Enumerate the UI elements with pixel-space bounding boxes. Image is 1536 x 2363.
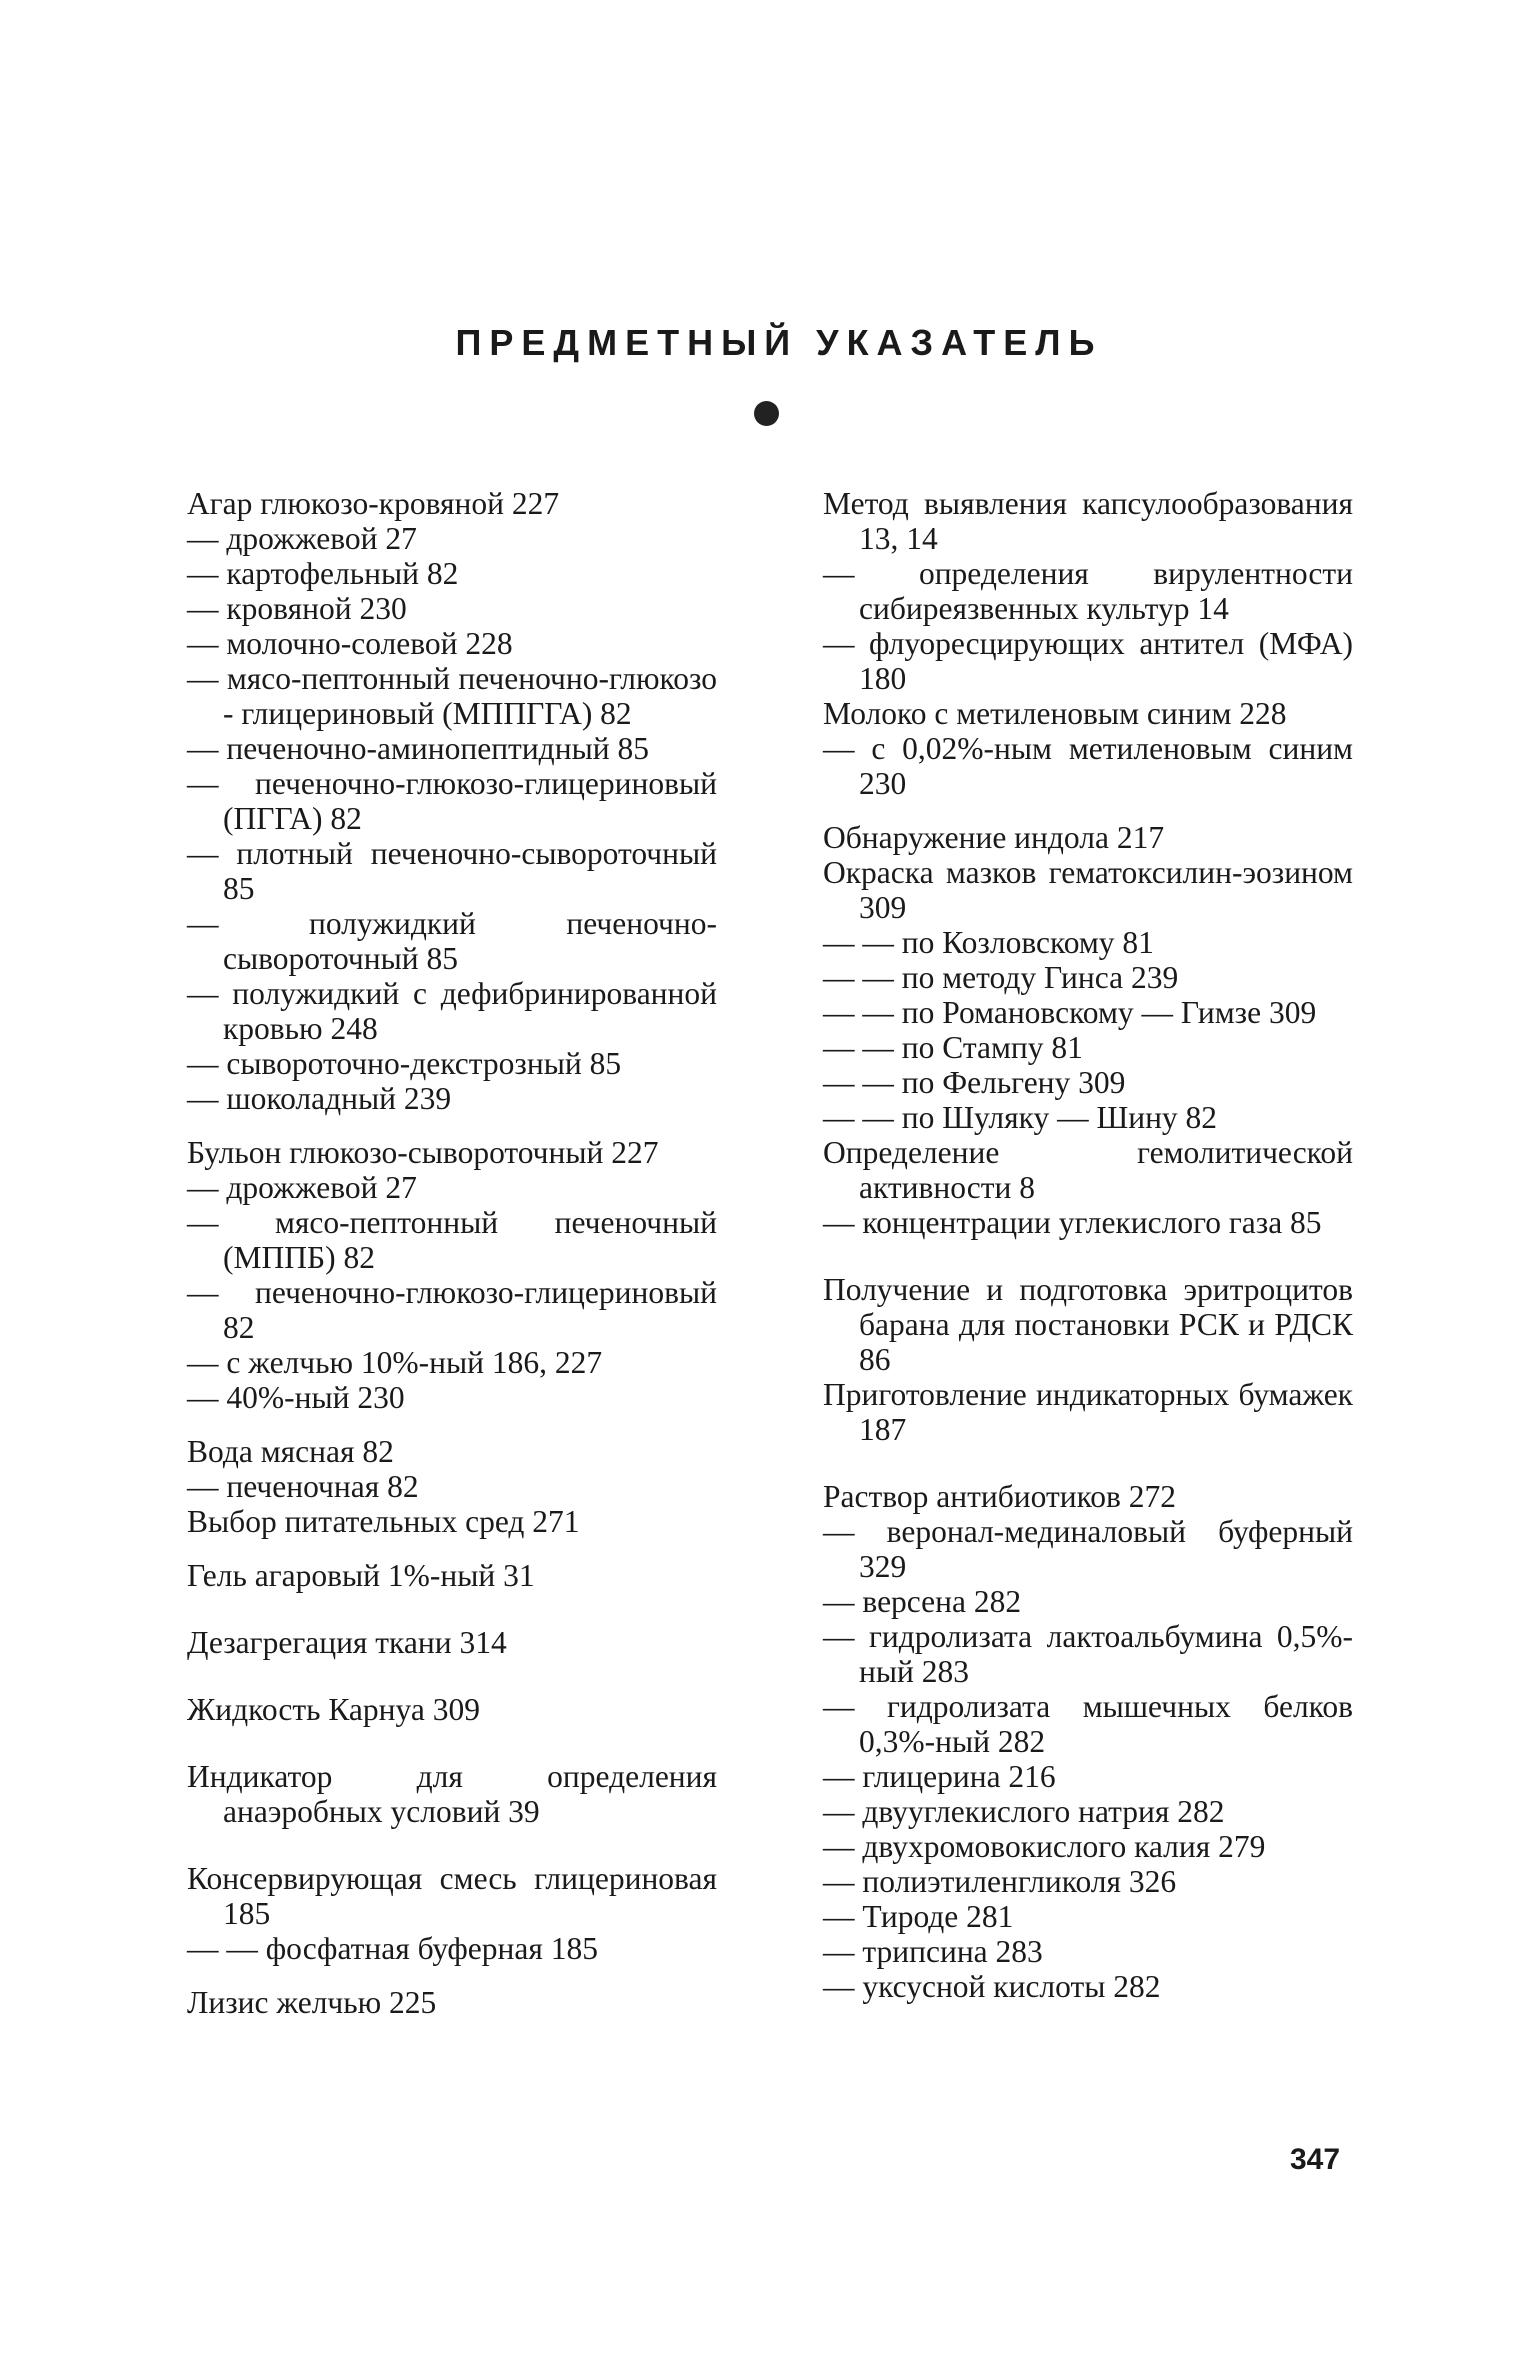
index-entry: Окраска мазков гематоксилин-эозином 309 (823, 855, 1353, 925)
index-group-g (187, 1558, 717, 1593)
index-entry: — дрожжевой 27 (187, 521, 417, 556)
ornament-dot-icon (754, 401, 779, 426)
index-entry: — — по Романовскому — Гимзе 309 (823, 995, 1317, 1030)
index-group-l (187, 1985, 717, 2020)
page-number: 347 (1290, 2143, 1341, 2176)
index-entry: Вода мясная 82 (187, 1434, 394, 1469)
index-entry: — уксусной кислоты 282 (823, 1969, 1161, 2004)
index-entry: — — по Шуляку — Шину 82 (823, 1100, 1218, 1135)
index-entry: — мясо-пептонный печеночно-глюкозо - глицериновый (МППГГА) 82 (187, 661, 717, 731)
index-entry: — гидролизата мышечных белков 0,3%-ный 282 (823, 1689, 1353, 1759)
index-entry: — молочно-солевой 228 (187, 626, 513, 661)
index-entry: Жидкость Карнуа 309 (187, 1692, 480, 1727)
index-entry: — двухромовокислого калия 279 (823, 1829, 1266, 1864)
index-group-k (187, 1861, 717, 1966)
index-entry: — — фосфатная буферная 185 (187, 1931, 598, 1966)
index-entry: — трипсина 283 (823, 1934, 1043, 1969)
index-entry: Определение гемолитической активности 8 (823, 1135, 1353, 1205)
index-entry: — с желчью 10%-ный 186, 227 (187, 1345, 603, 1380)
index-entry: — определения вирулентности сибиреязвенных культур 14 (823, 556, 1353, 626)
index-entry: — веронал-мединаловый буферный 329 (823, 1514, 1353, 1584)
index-entry: — печеночно-глюкозо-глицериновый (ПГГА) 82 (187, 766, 717, 836)
index-group-a (187, 486, 717, 1116)
index-entry: — полужидкий печеночно-сывороточный 85 (187, 906, 717, 976)
index-entry: — кровяной 230 (187, 591, 407, 626)
index-entry: Выбор питательных сред 271 (187, 1504, 580, 1539)
index-entry: Молоко с метиленовым синим 228 (823, 696, 1287, 731)
index-column-right (823, 486, 1353, 2004)
index-group-d (187, 1625, 717, 1660)
index-entry: — шоколадный 239 (187, 1081, 452, 1116)
index-entry: — полужидкий с дефибринированной кровью 248 (187, 976, 717, 1046)
index-group-b (187, 1135, 717, 1415)
index-entry: Лизис желчью 225 (187, 1985, 437, 2020)
index-group-zh (187, 1692, 717, 1727)
index-entry: — флуоресцирующих антител (МФА) 180 (823, 626, 1353, 696)
index-entry: — печеночно-аминопептидный 85 (187, 731, 649, 766)
index-group-m (823, 486, 1353, 801)
page-title: ПРЕДМЕТНЫЙ УКАЗАТЕЛЬ (455, 322, 1103, 364)
index-entry: Индикатор для определения анаэробных условий 39 (187, 1759, 717, 1829)
index-entry: Раствор антибиотиков 272 (823, 1479, 1177, 1514)
index-entry: — — по методу Гинса 239 (823, 960, 1179, 995)
index-column-left (187, 486, 717, 2020)
index-entry: — сывороточно-декстрозный 85 (187, 1046, 622, 1081)
index-entry: — мясо-пептонный печеночный (МППБ) 82 (187, 1205, 717, 1275)
index-entry: Получение и подготовка эритроцитов барана для постановки РСК и РДСК 86 (823, 1272, 1353, 1377)
index-entry: — картофельный 82 (187, 556, 459, 591)
index-entry: — с 0,02%-ным метиленовым синим 230 (823, 731, 1353, 801)
index-entry: Обнаружение индола 217 (823, 820, 1165, 855)
index-entry: — гидролизата лактоальбумина 0,5%-ный 283 (823, 1619, 1353, 1689)
index-entry: Бульон глюкозо-сывороточный 227 (187, 1135, 659, 1170)
index-entry: Консервирующая смесь глицериновая 185 (187, 1861, 717, 1931)
index-entry: — — по Фельгену 309 (823, 1065, 1126, 1100)
index-group-v (187, 1434, 717, 1539)
index-entry: Агар глюкозо-кровяной 227 (187, 486, 560, 521)
index-group-o (823, 820, 1353, 1240)
index-entry: — полиэтиленгликоля 326 (823, 1864, 1177, 1899)
index-entry: Дезагрегация ткани 314 (187, 1625, 507, 1660)
index-group-i (187, 1759, 717, 1829)
index-entry: — печеночная 82 (187, 1469, 419, 1504)
index-entry: — — по Стампу 81 (823, 1030, 1083, 1065)
index-entry: — плотный печеночно-сывороточный 85 (187, 836, 717, 906)
index-entry: — — по Козловскому 81 (823, 925, 1154, 960)
index-entry: — версена 282 (823, 1584, 1022, 1619)
index-entry: — дрожжевой 27 (187, 1170, 417, 1205)
index-entry: Метод выявления капсулообразования 13, 14 (823, 486, 1353, 556)
index-entry: — двууглекислого натрия 282 (823, 1794, 1225, 1829)
index-group-r (823, 1479, 1353, 2004)
index-entry: — печеночно-глюкозо-глицериновый 82 (187, 1275, 717, 1345)
index-entry: — глицерина 216 (823, 1759, 1056, 1794)
index-group-p (823, 1272, 1353, 1447)
index-entry: — 40%-ный 230 (187, 1380, 405, 1415)
index-entry: — Тироде 281 (823, 1899, 1014, 1934)
index-entry: — концентрации углекислого газа 85 (823, 1205, 1322, 1240)
index-entry: Приготовление индикаторных бумажек 187 (823, 1377, 1353, 1447)
index-entry: Гель агаровый 1%-ный 31 (187, 1558, 535, 1593)
